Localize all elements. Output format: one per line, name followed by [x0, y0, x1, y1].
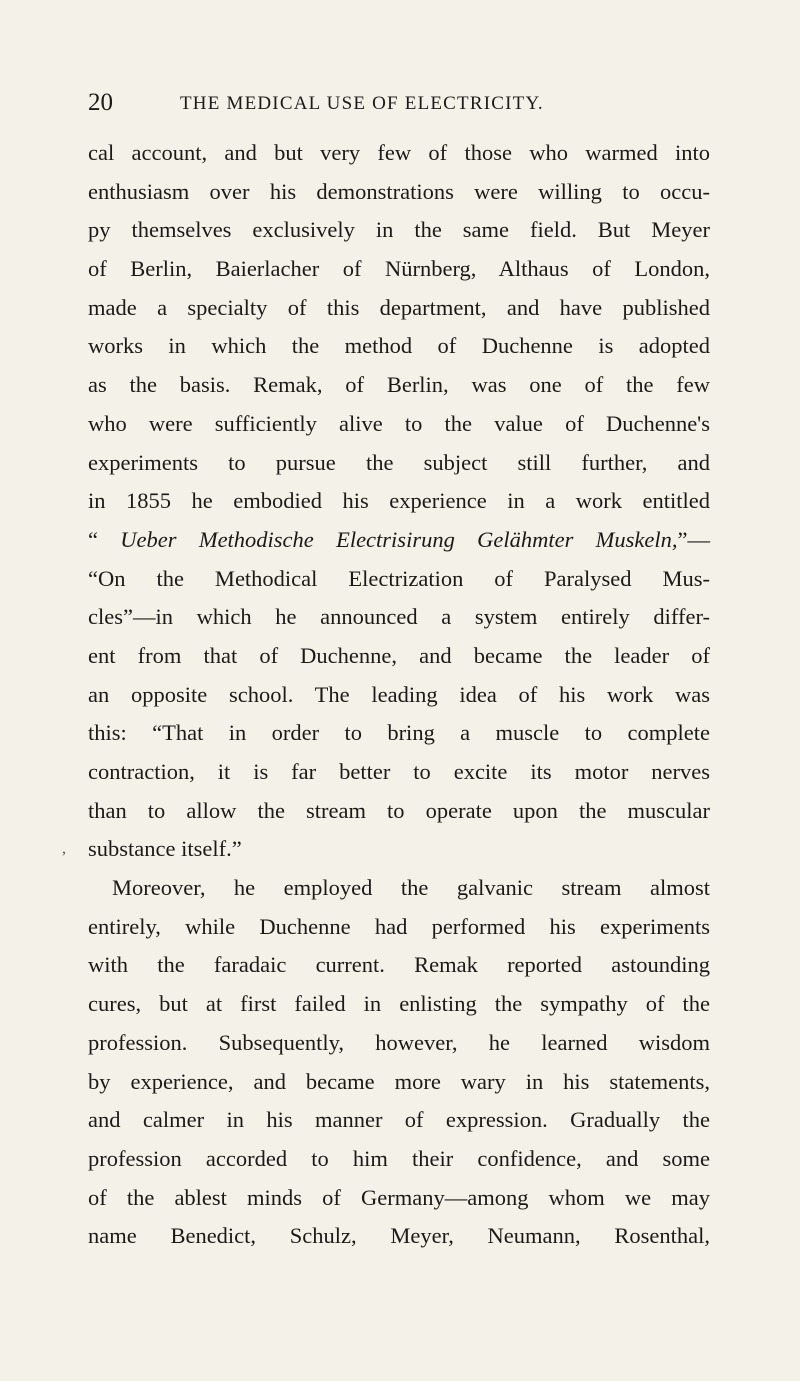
- text-line-para-start: Moreover, he employed the galvanic stream almost: [112, 875, 710, 901]
- text-line: and calmer in his manner of expression. Gradually the: [88, 1107, 710, 1133]
- quote-close: ”—: [677, 526, 710, 552]
- text-line: cures, but at first failed in enlisting the sympathy of the: [88, 991, 710, 1017]
- text-line: this: “That in order to bring a muscle to complete: [88, 720, 710, 746]
- title-german: Ueber Methodische Electrisirung Gelähmter Muskeln,: [120, 526, 678, 552]
- text-line-content: substance itself.”: [88, 836, 242, 862]
- text-line: ent from that of Duchenne, and became the leader of: [88, 642, 710, 668]
- text-line: in 1855 he embodied his experience in a work entitled: [88, 488, 710, 514]
- text-line-para-end: [62, 830, 710, 869]
- text-line: who were sufficiently alive to the value of Duchenne's: [88, 410, 710, 436]
- text-line: entirely, while Duchenne had performed his experiments: [88, 913, 710, 939]
- text-line-title-de: [88, 521, 710, 560]
- text-line: py themselves exclusively in the same field. But Meyer: [88, 217, 710, 243]
- text-line: by experience, and became more wary in his statements,: [88, 1068, 710, 1094]
- running-head: THE MEDICAL USE OF ELECTRICITY.: [180, 93, 544, 114]
- text-line: profession accorded to him their confidence, and some: [88, 1145, 710, 1171]
- text-line: contraction, it is far better to excite its motor nerves: [88, 759, 710, 784]
- stray-mark: ,: [62, 840, 66, 858]
- body-text: [62, 134, 710, 1256]
- quote-open: “: [88, 526, 121, 552]
- page-header: [88, 88, 728, 122]
- page-number: 20: [88, 89, 113, 116]
- text-line: cal account, and but very few of those who warmed into: [88, 140, 710, 165]
- text-line: cles”—in which he announced a system entirely differ-: [88, 604, 710, 630]
- text-line: as the basis. Remak, of Berlin, was one of the few: [88, 372, 710, 398]
- text-line: an opposite school. The leading idea of his work was: [88, 681, 710, 707]
- text-line: name Benedict, Schulz, Meyer, Neumann, Rosenthal,: [88, 1223, 710, 1249]
- text-line: of the ablest minds of Germany—among whom we may: [88, 1184, 710, 1210]
- text-line: with the faradaic current. Remak reported astounding: [88, 952, 710, 978]
- text-line: works in which the method of Duchenne is adopted: [88, 333, 710, 359]
- text-line: of Berlin, Baierlacher of Nürnberg, Althaus of London,: [88, 256, 710, 282]
- text-line: profession. Subsequently, however, he learned wisdom: [88, 1029, 710, 1055]
- text-line: than to allow the stream to operate upon the muscular: [88, 797, 710, 823]
- text-line: experiments to pursue the subject still further, and: [88, 449, 710, 475]
- text-line: made a specialty of this department, and have published: [88, 294, 710, 320]
- text-line: “On the Methodical Electrization of Paralysed Mus-: [88, 565, 710, 591]
- text-line: enthusiasm over his demonstrations were willing to occu-: [88, 178, 710, 204]
